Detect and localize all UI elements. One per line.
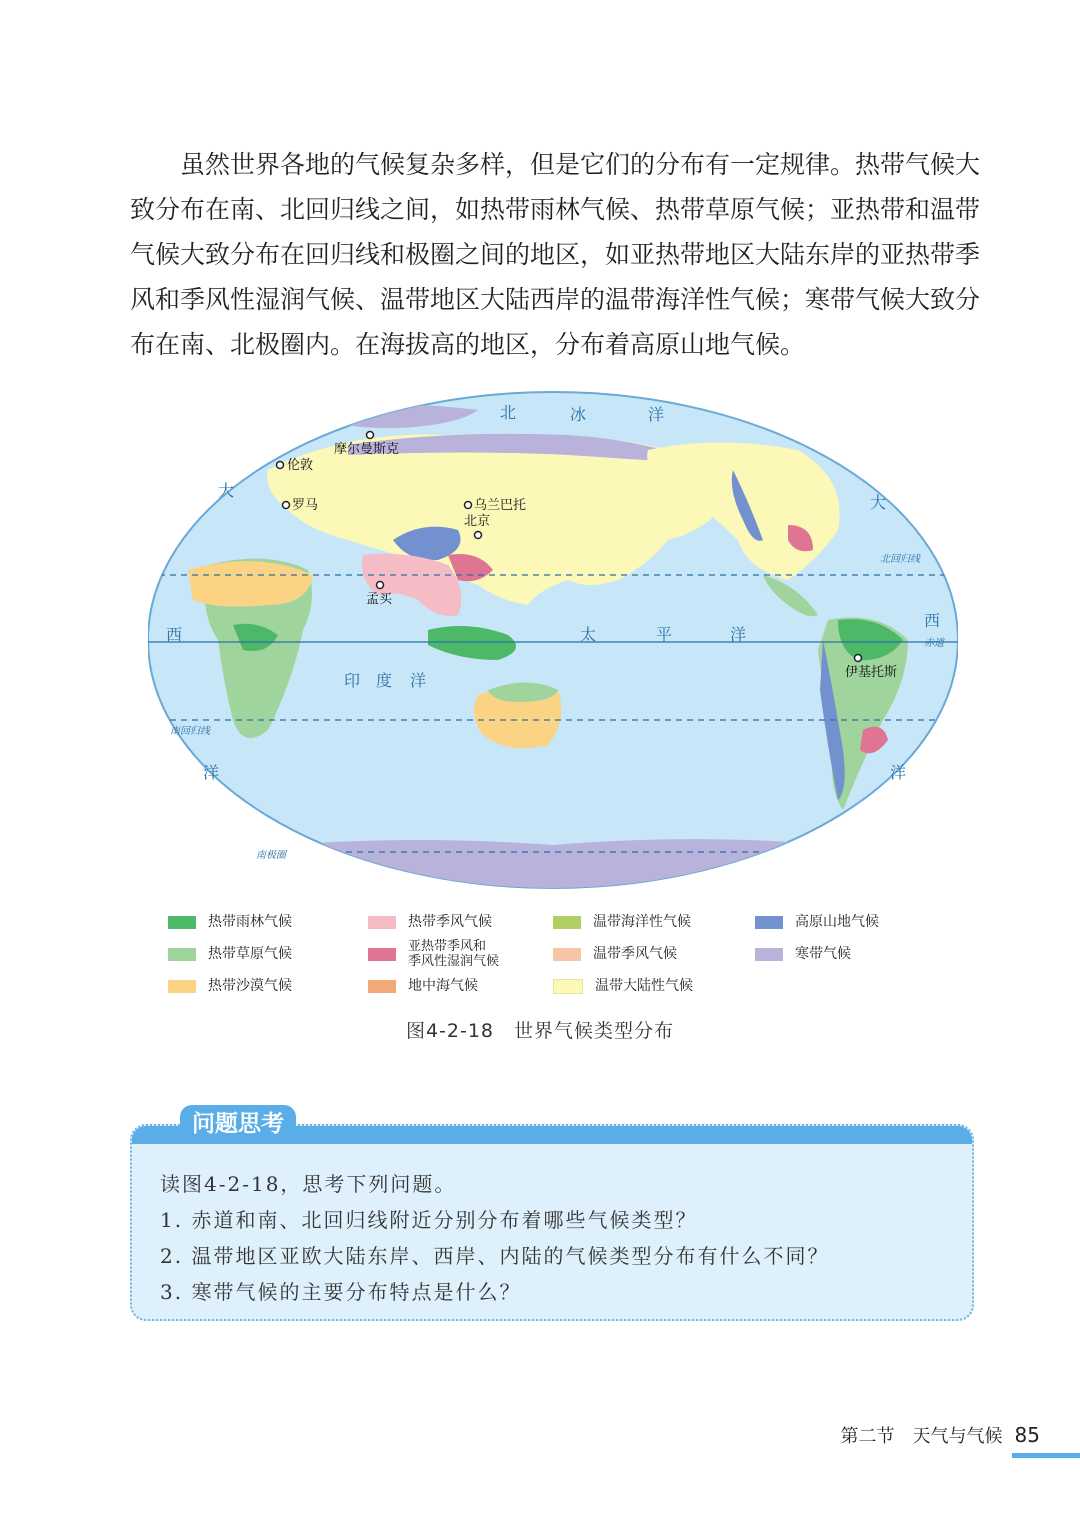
legend-swatch	[755, 948, 783, 961]
page-footer	[841, 1422, 1040, 1448]
legend-item-highland	[755, 906, 879, 938]
legend-item-tropical-monsoon	[368, 906, 492, 938]
legend-swatch	[755, 916, 783, 929]
legend-swatch	[368, 948, 396, 961]
legend-swatch	[168, 916, 196, 929]
city-dot-rome	[283, 502, 290, 509]
city-dot-ulaanbaatar	[465, 502, 472, 509]
city-label-murmansk: 摩尔曼斯克	[334, 442, 400, 457]
label-tropic-of-capricorn: 南回归线	[170, 726, 210, 737]
ocean-label-atlantic-w-3: 洋	[203, 763, 222, 782]
legend-item-temperate-marine	[553, 906, 691, 938]
city-label-mumbai: 孟买	[366, 592, 393, 607]
city-label-london: 伦敦	[287, 458, 314, 473]
sahara	[188, 561, 313, 607]
legend-label: 地中海气候	[408, 978, 478, 994]
legend-swatch	[168, 980, 196, 993]
map-legend	[168, 906, 968, 1001]
body-paragraph: 虽然世界各地的气候复杂多样，但是它们的分布有一定规律。热带气候大致分布在南、北回归线之间，如热带雨林气候、热带草原气候；亚热带和温带气候大致分布在回归线和极圈之间的地区，如亚热带地区大陆东岸的亚热带季风和季风性湿润气候、温带地区大陆西岸的温带海洋性气候；寒带气候大致分布在南、北极圈内。在海拔高的地区，分布着高原山地气候。	[130, 150, 981, 359]
legend-label: 温带海洋性气候	[593, 914, 691, 930]
footer-section-title: 第二节 天气与气候	[840, 1426, 1003, 1447]
ocean-label-indian-2: 度	[376, 671, 395, 690]
ocean-label-pacific-2: 平	[656, 625, 675, 644]
ocean-label-indian-1: 印	[344, 671, 363, 690]
legend-label	[408, 939, 499, 969]
legend-item-mediterranean	[368, 970, 478, 1002]
thinking-box	[130, 1124, 974, 1321]
legend-label: 热带雨林气候	[208, 914, 292, 930]
thinking-intro: 读图4-2-18，思考下列问题。	[160, 1172, 457, 1196]
legend-label: 温带季风气候	[593, 946, 677, 962]
legend-swatch	[368, 916, 396, 929]
city-label-rome: 罗马	[292, 498, 319, 513]
city-dot-murmansk	[367, 432, 374, 439]
label-equator: 赤道	[924, 638, 944, 649]
legend-label: 高原山地气候	[795, 914, 879, 930]
legend-label-line-2: 季风性湿润气候	[408, 954, 500, 969]
city-label-ulaanbaatar: 乌兰巴托	[474, 498, 527, 513]
legend-item-tropical-rainforest	[168, 906, 292, 938]
ocean-label-arctic-3: 洋	[648, 405, 667, 424]
ocean-label-atlantic-e-2: 西	[924, 611, 943, 630]
ocean-label-atlantic-w-2: 西	[166, 625, 185, 644]
legend-item-temperate-monsoon	[553, 938, 677, 970]
legend-label: 热带沙漠气候	[208, 978, 292, 994]
legend-swatch	[168, 948, 196, 961]
ocean-label-atlantic-w-1: 大	[218, 481, 237, 500]
question-3: 3. 寒带气候的主要分布特点是什么？	[160, 1280, 522, 1304]
legend-label: 热带草原气候	[208, 946, 292, 962]
ocean-label-pacific-3: 洋	[730, 625, 749, 644]
legend-item-temperate-continental	[553, 970, 693, 1002]
legend-item-subtropical-humid	[368, 938, 499, 970]
thinking-questions	[160, 1166, 960, 1310]
label-tropic-of-cancer: 北回归线	[880, 554, 920, 565]
city-dot-beijing	[475, 532, 482, 539]
city-label-beijing: 北京	[464, 514, 491, 529]
ocean-label-arctic-1: 北	[500, 403, 519, 422]
legend-swatch	[553, 979, 583, 994]
ocean-label-atlantic-e-3: 洋	[890, 763, 909, 782]
legend-item-desert	[168, 970, 292, 1002]
footer-accent-bar	[1012, 1453, 1080, 1458]
city-label-iquitos: 伊基托斯	[845, 665, 898, 680]
label-antarctic-circle: 南极圈	[256, 850, 286, 861]
legend-swatch	[553, 916, 581, 929]
legend-swatch	[553, 948, 581, 961]
legend-item-savanna	[168, 938, 292, 970]
world-climate-map	[148, 390, 958, 890]
legend-label-line-1: 亚热带季风和	[408, 939, 487, 954]
legend-label: 热带季风气候	[408, 914, 492, 930]
city-dot-mumbai	[377, 582, 384, 589]
legend-label: 温带大陆性气候	[595, 978, 693, 994]
question-2: 2. 温带地区亚欧大陆东岸、西岸、内陆的气候类型分布有什么不同？	[160, 1244, 830, 1268]
legend-swatch	[368, 980, 396, 993]
ocean-label-atlantic-e-1: 大	[870, 493, 889, 512]
ocean-label-pacific-1: 太	[580, 625, 599, 644]
city-dot-iquitos	[855, 655, 862, 662]
legend-label: 寒带气候	[795, 946, 851, 962]
ocean-label-indian-3: 洋	[410, 671, 429, 690]
page-number: 85	[1014, 1423, 1040, 1447]
legend-item-polar	[755, 938, 851, 970]
ocean-label-arctic-2: 冰	[570, 405, 589, 424]
city-dot-london	[277, 462, 284, 469]
thinking-box-title: 问题思考	[180, 1105, 296, 1143]
question-1: 1. 赤道和南、北回归线附近分别分布着哪些气候类型？	[160, 1208, 698, 1232]
figure-caption: 图4-2-18 世界气候类型分布	[405, 1020, 675, 1042]
